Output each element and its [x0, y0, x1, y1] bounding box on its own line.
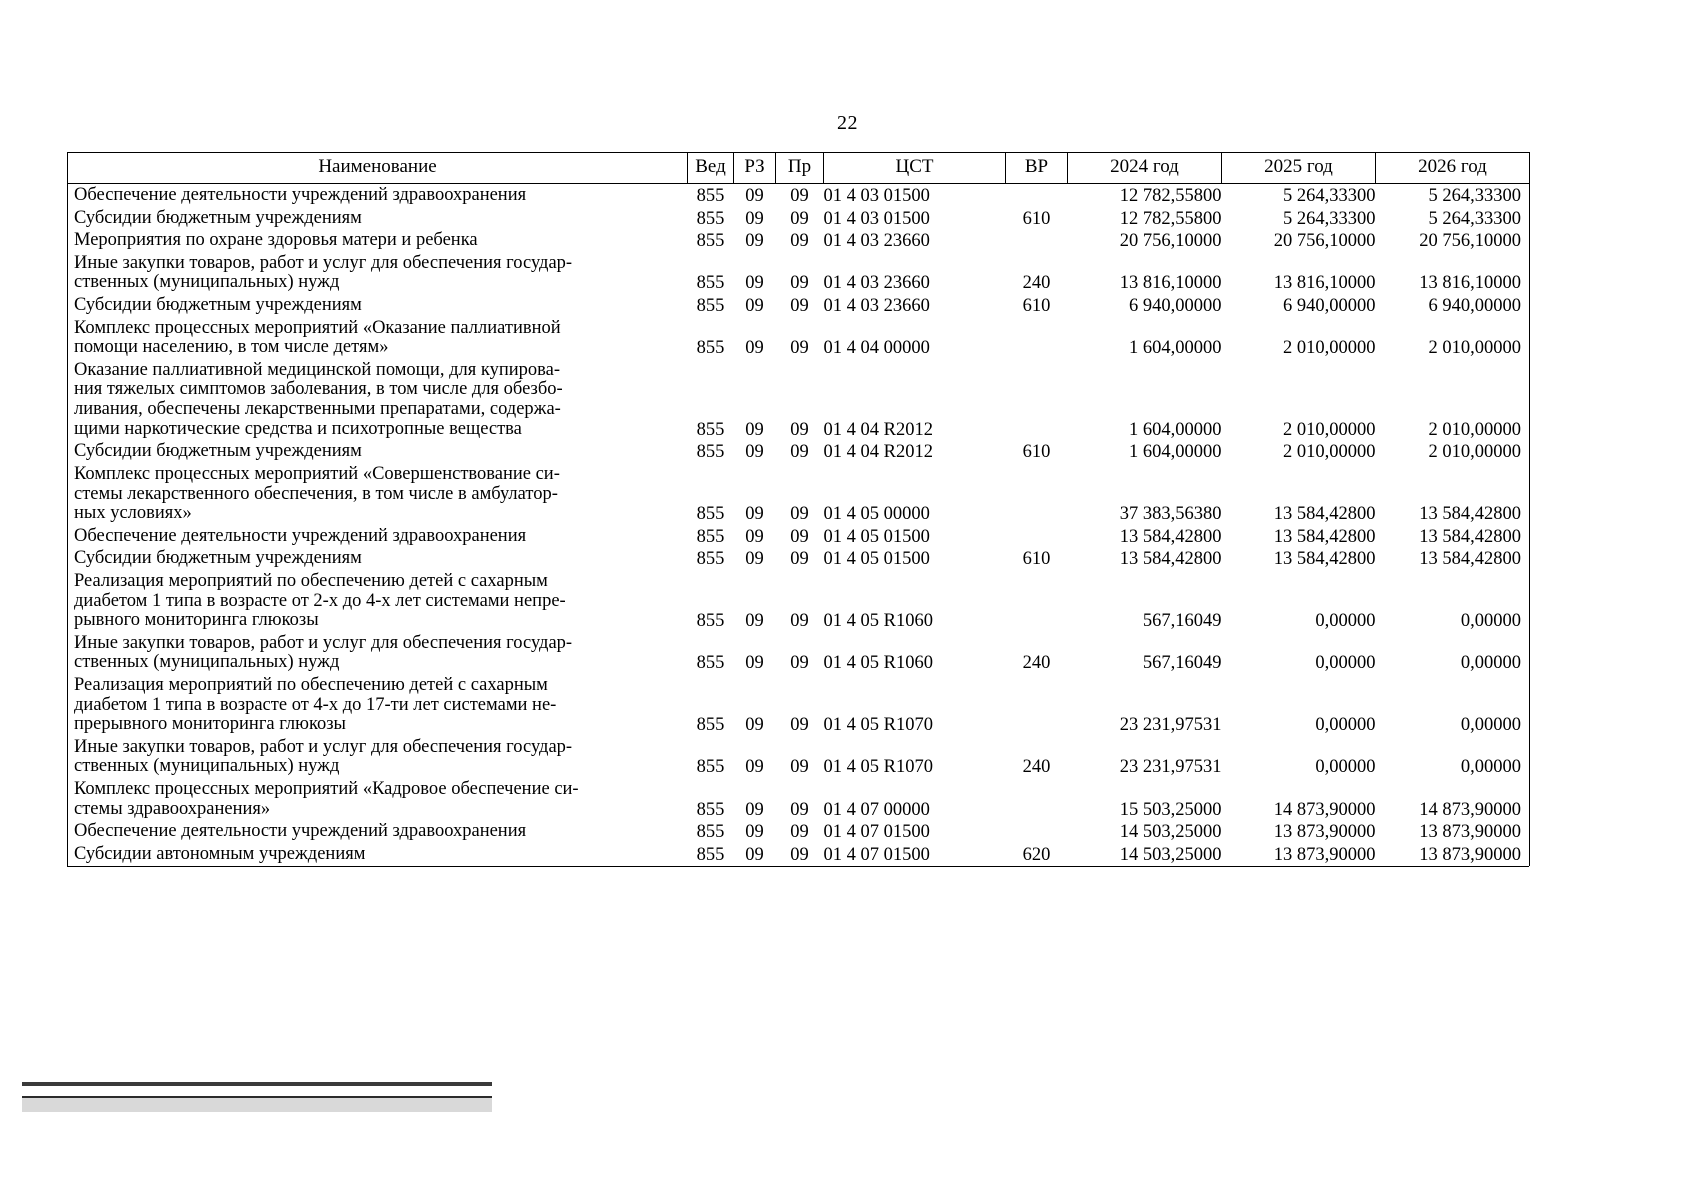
row-cst: 01 4 03 23660 — [823, 231, 930, 252]
row-vr: 240 — [1022, 653, 1051, 674]
row-vr — [1006, 820, 1068, 843]
budget-table-wrapper — [67, 152, 1529, 866]
table-row — [68, 820, 1530, 843]
row-cst: 01 4 05 R1060 — [823, 653, 933, 674]
table-row — [68, 736, 1530, 778]
row-pr: 09 — [790, 231, 809, 252]
row-value-2024: 37 383,56380 — [1119, 504, 1222, 525]
row-name: Обеспечение деятельности учреждений здравоохранения — [68, 184, 688, 207]
row-value-2024: 14 503,25000 — [1119, 822, 1222, 843]
row-name: Мероприятия по охране здоровья матери и ребенка — [68, 229, 688, 252]
row-value-2025: 0,00000 — [1315, 611, 1376, 632]
row-ved: 855 — [696, 822, 725, 843]
row-rz: 09 — [745, 208, 764, 229]
row-value-2026: 0,00000 — [1376, 674, 1530, 736]
row-rz: 09 — [745, 653, 764, 674]
row-ved: 855 — [696, 504, 725, 525]
row-rz: 09 — [745, 611, 764, 632]
row-vr: 240 — [1022, 757, 1051, 778]
row-value-2025: 13 873,90000 — [1273, 822, 1376, 843]
row-value-2026: 13 584,42800 — [1376, 547, 1530, 570]
row-rz: 09 — [745, 715, 764, 736]
row-value-2026: 5 264,33300 — [1376, 184, 1530, 207]
row-value-2026: 5 264,33300 — [1376, 207, 1530, 230]
row-vr — [1006, 463, 1068, 525]
row-vr — [1006, 184, 1068, 207]
column-header-year-2024: 2024 год — [1068, 153, 1222, 184]
row-rz: 09 — [745, 231, 764, 252]
table-row — [68, 463, 1530, 525]
row-value-2025: 5 264,33300 — [1283, 186, 1376, 206]
row-ved: 855 — [696, 208, 725, 229]
row-ved: 855 — [696, 715, 725, 736]
row-cst: 01 4 05 R1060 — [823, 611, 933, 632]
row-rz: 09 — [745, 419, 764, 440]
row-value-2025: 2 010,00000 — [1283, 442, 1376, 463]
column-header-pr: Пр — [776, 153, 824, 184]
row-name: Иные закупки товаров, работ и услуг для обеспечения государ- ственных (муниципальных) нужд — [68, 632, 688, 674]
row-name: Субсидии бюджетным учреждениям — [68, 294, 688, 317]
row-value-2026: 13 584,42800 — [1376, 463, 1530, 525]
row-pr: 09 — [790, 822, 809, 843]
row-value-2025: 5 264,33300 — [1283, 208, 1376, 229]
row-value-2026: 0,00000 — [1376, 632, 1530, 674]
row-value-2024: 20 756,10000 — [1119, 231, 1222, 252]
row-cst: 01 4 03 23660 — [823, 296, 930, 317]
row-name: Иные закупки товаров, работ и услуг для обеспечения государ- ственных (муниципальных) нужд — [68, 252, 688, 294]
row-cst: 01 4 04 R2012 — [823, 419, 933, 440]
row-value-2026: 13 816,10000 — [1376, 252, 1530, 294]
row-pr: 09 — [790, 653, 809, 674]
row-name: Субсидии бюджетным учреждениям — [68, 547, 688, 570]
row-rz: 09 — [745, 186, 764, 206]
row-rz: 09 — [745, 549, 764, 570]
row-value-2024: 13 816,10000 — [1119, 273, 1222, 294]
row-value-2025: 13 873,90000 — [1273, 844, 1376, 865]
row-value-2025: 13 584,42800 — [1273, 549, 1376, 570]
row-ved: 855 — [696, 844, 725, 865]
row-value-2024: 6 940,00000 — [1129, 296, 1222, 317]
row-pr: 09 — [790, 273, 809, 294]
row-ved: 855 — [696, 653, 725, 674]
row-value-2024: 13 584,42800 — [1119, 549, 1222, 570]
scan-artifact-block — [22, 1096, 492, 1112]
row-value-2025: 13 584,42800 — [1273, 504, 1376, 525]
row-cst: 01 4 05 01500 — [823, 549, 930, 570]
table-body — [68, 184, 1530, 866]
row-value-2026: 6 940,00000 — [1376, 294, 1530, 317]
table-row — [68, 294, 1530, 317]
row-name: Обеспечение деятельности учреждений здравоохранения — [68, 820, 688, 843]
row-vr — [1006, 359, 1068, 440]
row-name: Субсидии бюджетным учреждениям — [68, 207, 688, 230]
table-row — [68, 632, 1530, 674]
table-row — [68, 674, 1530, 736]
row-value-2025: 2 010,00000 — [1283, 419, 1376, 440]
row-value-2024: 23 231,97531 — [1119, 715, 1222, 736]
row-cst: 01 4 05 R1070 — [823, 757, 933, 778]
scan-artifact-line — [22, 1082, 492, 1086]
row-value-2025: 0,00000 — [1315, 715, 1376, 736]
row-ved: 855 — [696, 526, 725, 547]
row-value-2025: 20 756,10000 — [1273, 231, 1376, 252]
row-rz: 09 — [745, 296, 764, 317]
row-cst: 01 4 03 01500 — [823, 208, 930, 229]
table-bottom-border — [67, 866, 1529, 867]
row-rz: 09 — [745, 844, 764, 865]
row-rz: 09 — [745, 338, 764, 359]
row-value-2026: 0,00000 — [1376, 736, 1530, 778]
row-pr: 09 — [790, 844, 809, 865]
row-rz: 09 — [745, 442, 764, 463]
row-name: Реализация мероприятий по обеспечению детей с сахарным диабетом 1 типа в возрасте от 2-х до 4-х лет системами непре- рывного мониторинга глюкозы — [68, 570, 688, 632]
row-rz: 09 — [745, 504, 764, 525]
row-vr: 610 — [1022, 549, 1051, 570]
row-name: Оказание паллиативной медицинской помощи, для купирова- ния тяжелых симптомов заболевания, в том числе для обезбо- ливания, обеспечены лекарственными препаратами, содержа- щими наркотические средства и психотропные вещества — [68, 359, 688, 440]
row-pr: 09 — [790, 296, 809, 317]
row-value-2026: 14 873,90000 — [1376, 778, 1530, 820]
row-vr: 620 — [1022, 844, 1051, 865]
column-header-year-2025: 2025 год — [1222, 153, 1376, 184]
column-header-rz: РЗ — [734, 153, 776, 184]
row-pr: 09 — [790, 419, 809, 440]
row-cst: 01 4 07 01500 — [823, 822, 930, 843]
row-ved: 855 — [696, 231, 725, 252]
row-vr — [1006, 778, 1068, 820]
table-header-row — [68, 153, 1530, 184]
row-vr: 610 — [1022, 442, 1051, 463]
table-row — [68, 229, 1530, 252]
row-vr — [1006, 570, 1068, 632]
row-value-2024: 567,16049 — [1142, 611, 1222, 632]
row-value-2024: 12 782,55800 — [1119, 186, 1222, 206]
row-ved: 855 — [696, 611, 725, 632]
budget-table — [67, 152, 1530, 866]
row-pr: 09 — [790, 442, 809, 463]
row-pr: 09 — [790, 715, 809, 736]
column-header-cst: ЦСТ — [824, 153, 1006, 184]
row-pr: 09 — [790, 504, 809, 525]
row-value-2025: 0,00000 — [1315, 653, 1376, 674]
row-cst: 01 4 04 R2012 — [823, 442, 933, 463]
row-vr: 240 — [1022, 273, 1051, 294]
table-header — [68, 153, 1530, 184]
table-row — [68, 440, 1530, 463]
row-vr — [1006, 317, 1068, 359]
row-name: Комплекс процессных мероприятий «Оказание паллиативной помощи населению, в том числе детям» — [68, 317, 688, 359]
row-value-2026: 13 584,42800 — [1376, 525, 1530, 548]
row-ved: 855 — [696, 442, 725, 463]
row-rz: 09 — [745, 822, 764, 843]
row-vr: 610 — [1022, 296, 1051, 317]
row-pr: 09 — [790, 186, 809, 206]
table-row — [68, 778, 1530, 820]
row-name: Субсидии автономным учреждениям — [68, 843, 688, 866]
row-cst: 01 4 07 01500 — [823, 844, 930, 865]
row-ved: 855 — [696, 338, 725, 359]
row-pr: 09 — [790, 549, 809, 570]
row-value-2025: 13 584,42800 — [1273, 526, 1376, 547]
row-ved: 855 — [696, 799, 725, 820]
table-row — [68, 570, 1530, 632]
row-name: Реализация мероприятий по обеспечению детей с сахарным диабетом 1 типа в возрасте от 4-х до 17-ти лет системами не- прерывного мониторинга глюкозы — [68, 674, 688, 736]
row-value-2025: 6 940,00000 — [1283, 296, 1376, 317]
row-value-2024: 15 503,25000 — [1119, 799, 1222, 820]
row-value-2024: 1 604,00000 — [1129, 442, 1222, 463]
row-cst: 01 4 05 R1070 — [823, 715, 933, 736]
row-pr: 09 — [790, 526, 809, 547]
row-pr: 09 — [790, 611, 809, 632]
row-name: Субсидии бюджетным учреждениям — [68, 440, 688, 463]
row-ved: 855 — [696, 273, 725, 294]
table-row — [68, 184, 1530, 207]
row-value-2025: 2 010,00000 — [1283, 338, 1376, 359]
row-value-2025: 14 873,90000 — [1273, 799, 1376, 820]
row-value-2026: 2 010,00000 — [1376, 440, 1530, 463]
row-value-2024: 567,16049 — [1142, 653, 1222, 674]
row-value-2026: 0,00000 — [1376, 570, 1530, 632]
row-ved: 855 — [696, 296, 725, 317]
page-number: 22 — [837, 112, 858, 134]
column-header-ved: Вед — [688, 153, 734, 184]
row-pr: 09 — [790, 757, 809, 778]
table-row — [68, 525, 1530, 548]
row-name: Комплекс процессных мероприятий «Кадровое обеспечение си- стемы здравоохранения» — [68, 778, 688, 820]
row-rz: 09 — [745, 526, 764, 547]
row-rz: 09 — [745, 799, 764, 820]
column-header-year-2026: 2026 год — [1376, 153, 1530, 184]
row-vr — [1006, 525, 1068, 548]
row-value-2024: 12 782,55800 — [1119, 208, 1222, 229]
row-cst: 01 4 03 23660 — [823, 273, 930, 294]
row-value-2025: 13 816,10000 — [1273, 273, 1376, 294]
row-value-2026: 2 010,00000 — [1376, 359, 1530, 440]
row-name: Обеспечение деятельности учреждений здравоохранения — [68, 525, 688, 548]
table-row — [68, 359, 1530, 440]
table-row — [68, 843, 1530, 866]
table-row — [68, 547, 1530, 570]
column-header-name: Наименование — [68, 153, 688, 184]
row-value-2026: 13 873,90000 — [1376, 820, 1530, 843]
row-cst: 01 4 04 00000 — [823, 338, 930, 359]
row-name: Комплекс процессных мероприятий «Совершенствование си- стемы лекарственного обеспечения, в том числе в амбулатор- ных условиях» — [68, 463, 688, 525]
row-ved: 855 — [696, 186, 725, 206]
row-name: Иные закупки товаров, работ и услуг для обеспечения государ- ственных (муниципальных) нужд — [68, 736, 688, 778]
row-pr: 09 — [790, 799, 809, 820]
row-cst: 01 4 05 01500 — [823, 526, 930, 547]
row-value-2026: 2 010,00000 — [1376, 317, 1530, 359]
row-vr — [1006, 674, 1068, 736]
column-header-vr: ВР — [1006, 153, 1068, 184]
row-value-2024: 14 503,25000 — [1119, 844, 1222, 865]
table-row — [68, 207, 1530, 230]
row-pr: 09 — [790, 338, 809, 359]
row-value-2026: 20 756,10000 — [1376, 229, 1530, 252]
row-cst: 01 4 07 00000 — [823, 799, 930, 820]
row-value-2024: 1 604,00000 — [1129, 338, 1222, 359]
row-ved: 855 — [696, 549, 725, 570]
table-row — [68, 252, 1530, 294]
row-cst: 01 4 03 01500 — [823, 186, 930, 206]
row-ved: 855 — [696, 419, 725, 440]
table-row — [68, 317, 1530, 359]
row-cst: 01 4 05 00000 — [823, 504, 930, 525]
row-rz: 09 — [745, 757, 764, 778]
row-value-2024: 1 604,00000 — [1129, 419, 1222, 440]
row-value-2026: 13 873,90000 — [1376, 843, 1530, 866]
row-value-2025: 0,00000 — [1315, 757, 1376, 778]
row-value-2024: 13 584,42800 — [1119, 526, 1222, 547]
row-ved: 855 — [696, 757, 725, 778]
row-vr: 610 — [1022, 208, 1051, 229]
row-value-2024: 23 231,97531 — [1119, 757, 1222, 778]
row-pr: 09 — [790, 208, 809, 229]
row-rz: 09 — [745, 273, 764, 294]
row-vr — [1006, 229, 1068, 252]
